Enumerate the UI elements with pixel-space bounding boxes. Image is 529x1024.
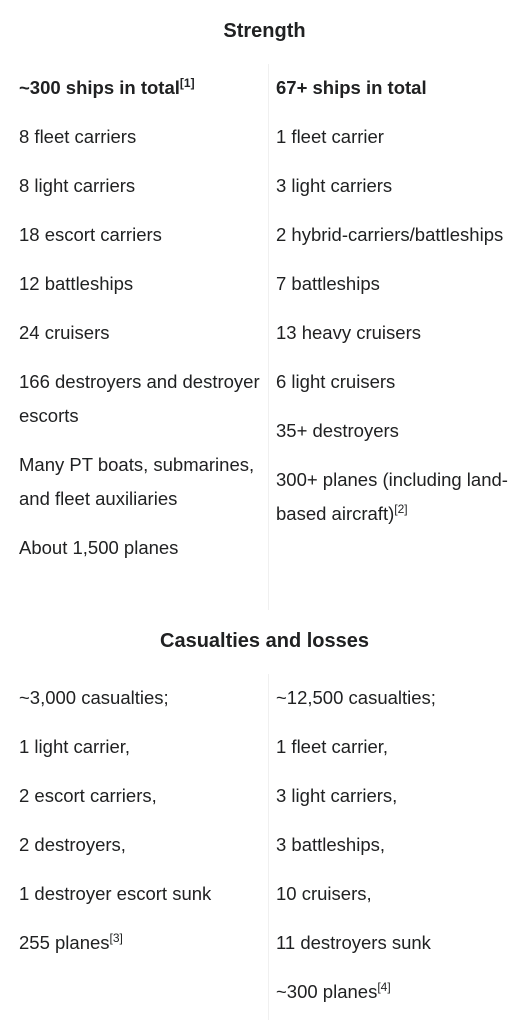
casualties-left-item: 1 destroyer escort sunk [19,883,212,904]
reference-link-3[interactable]: [3] [109,930,123,945]
strength-left-item: 12 battleships [19,273,134,294]
strength-left-item: 8 fleet carriers [19,126,137,147]
casualties-left-item: ~3,000 casualties; [19,687,169,708]
casualties-right-item: 1 fleet carrier, [276,736,389,757]
strength-left-item: 8 light carriers [19,175,136,196]
casualties-right-item: 3 battleships, [276,834,386,855]
strength-right-item: 2 hybrid-carriers/battleships [276,224,504,245]
casualties-left-item: 1 light carrier, [19,736,131,757]
strength-left-item: About 1,500 planes [19,537,179,558]
strength-right-item: 13 heavy cruisers [276,322,421,343]
strength-column-divider [268,64,269,610]
strength-right-item: 1 fleet carrier [276,126,384,147]
casualties-right-item: ~12,500 casualties; [276,687,436,708]
casualties-right-item: 11 destroyers sunk [276,932,431,953]
strength-left-total: ~300 ships in total[1] [19,75,195,98]
strength-right-item: 3 light carriers [276,175,393,196]
casualties-column-divider [268,674,269,1020]
casualties-right-item: 10 cruisers, [276,883,372,904]
reference-link-4[interactable]: [4] [377,979,391,994]
strength-right-item: 6 light cruisers [276,371,396,392]
casualties-left-column [19,681,264,975]
strength-right-item: 35+ destroyers [276,420,399,441]
strength-left-item: 18 escort carriers [19,224,162,245]
strength-right-total: 67+ ships in total [276,77,427,98]
reference-link-2[interactable]: [2] [394,501,408,516]
casualties-left-last-item: 255 planes[3] [19,930,123,953]
strength-right-last-item: 300+ planes (including land-based aircraft)[2] [276,469,508,524]
casualties-right-item: 3 light carriers, [276,785,398,806]
casualties-heading: Casualties and losses [160,630,369,652]
casualties-right-last-item: ~300 planes[4] [276,979,391,1002]
strength-heading: Strength [223,20,306,42]
reference-link-1[interactable]: [1] [179,75,195,90]
strength-left-item: 166 destroyers and destroyer escorts [19,371,260,426]
strength-left-item: Many PT boats, submarines, and fleet auxiliaries [19,454,255,509]
strength-right-item: 7 battleships [276,273,380,294]
strength-left-item: 24 cruisers [19,322,110,343]
casualties-left-item: 2 escort carriers, [19,785,157,806]
casualties-left-item: 2 destroyers, [19,834,126,855]
strength-right-column [276,71,516,546]
strength-left-column [19,71,264,580]
casualties-right-column [276,681,516,1024]
